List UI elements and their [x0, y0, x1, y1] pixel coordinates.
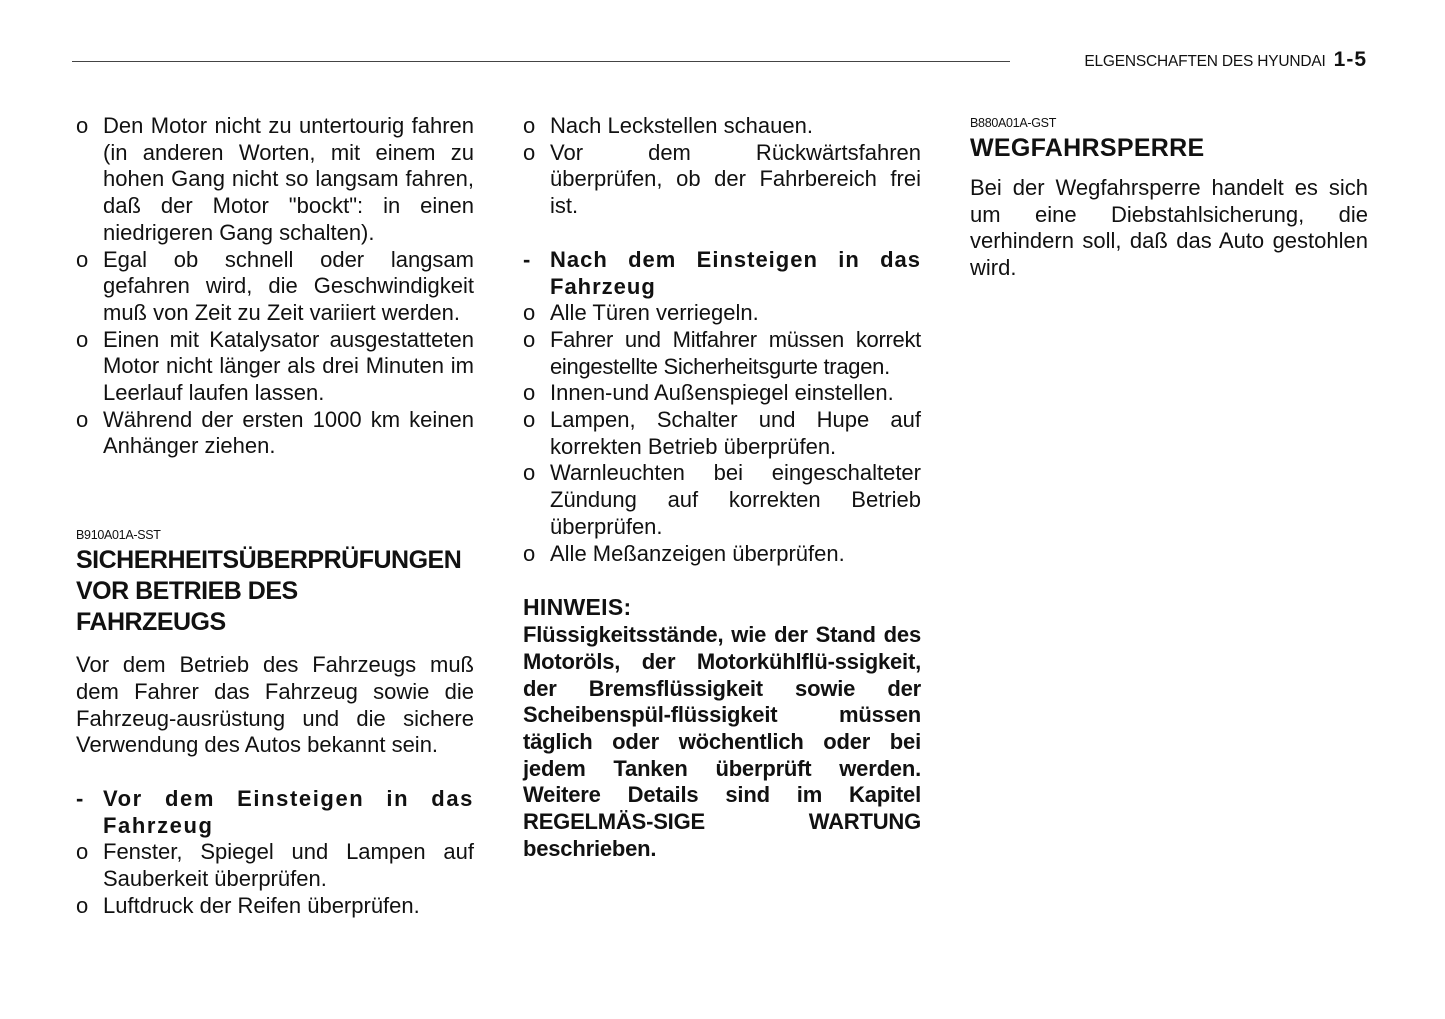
subheading	[523, 247, 921, 300]
header-rule	[72, 61, 1010, 62]
list-item-text: Fahrer und Mitfahrer müssen korrekt eingestellte Sicherheitsgurte tragen.	[550, 326, 921, 379]
list-item	[523, 327, 921, 380]
list-item-text: Den Motor nicht zu untertourig fahren (in anderen Worten, mit einem zu hohen Gang nicht so langsam fahren, daß der Motor "bockt": in einen niedrigeren Gang schalten).	[103, 113, 474, 245]
bullet-icon: o	[76, 892, 89, 918]
bullet-icon: o	[76, 326, 89, 352]
note-text: Flüssigkeitsstände, wie der Stand des Motoröls, der Motorkühlflü-ssigkeit, der Bremsflüssigkeit sowie der Scheibenspül-flüssigkeit müssen täglich oder wöchentlich oder bei jedem Tanken überprüft werden. Weitere Details sind im Kapitel REGELMÄS-SIGE WARTUNG beschrieben.	[523, 622, 921, 861]
list-item	[523, 113, 921, 140]
column-1	[76, 113, 474, 919]
list-item-text: Innen-und Außenspiegel einstellen.	[550, 380, 894, 406]
list-item-text: Nach Leckstellen schauen.	[550, 113, 813, 138]
column-2	[523, 113, 921, 863]
list-item	[76, 407, 474, 460]
column-3	[970, 113, 1368, 282]
list-item	[523, 140, 921, 220]
dash-icon: -	[523, 246, 531, 272]
list-item-text: Alle Meßanzeigen überprüfen.	[550, 540, 845, 566]
section-title	[76, 545, 474, 638]
bullet-icon: o	[523, 380, 536, 406]
dash-icon: -	[76, 785, 84, 811]
page-number: 1-5	[1333, 48, 1367, 71]
subheading	[76, 786, 474, 839]
section-title-line: VOR BETRIEB DES	[76, 577, 298, 606]
list-item	[523, 541, 921, 568]
section-title-line: FAHRZEUGS	[76, 608, 226, 637]
list-item	[76, 893, 474, 920]
page-header	[1084, 48, 1367, 72]
header-section-title: ELGENSCHAFTEN DES HYUNDAI	[1084, 53, 1326, 70]
section-title-line: SICHERHEITSÜBERPRÜFUNGEN	[76, 546, 462, 575]
subheading-text: Vor dem Einsteigen in das Fahrzeug	[103, 785, 474, 838]
bullet-icon: o	[523, 407, 536, 433]
list-item-text: Fenster, Spiegel und Lampen auf Sauberkeit überprüfen.	[103, 839, 474, 892]
list-item	[523, 407, 921, 460]
list-item	[76, 839, 474, 892]
list-item-text: Luftdruck der Reifen überprüfen.	[103, 892, 420, 918]
bullet-icon: o	[523, 326, 536, 352]
bullet-icon: o	[76, 406, 89, 432]
bullet-icon: o	[76, 839, 89, 865]
list-item-text: Alle Türen verriegeln.	[550, 300, 759, 326]
list-item-text: Während der ersten 1000 km keinen Anhänger ziehen.	[103, 406, 474, 459]
bullet-icon: o	[523, 113, 536, 138]
section-title: WEGFAHRSPERRE	[970, 134, 1205, 162]
section-code: B880A01A-GST	[970, 116, 1057, 130]
list-item-text: Warnleuchten bei eingeschalteter Zündung auf korrekten Betrieb überprüfen.	[550, 460, 921, 539]
bullet-icon: o	[76, 246, 89, 272]
bullet-icon: o	[523, 139, 536, 165]
bullet-icon: o	[523, 300, 536, 326]
list-item-text: Lampen, Schalter und Hupe auf korrekten Betrieb überprüfen.	[550, 407, 921, 459]
subheading-text: Nach dem Einsteigen in das Fahrzeug	[550, 246, 921, 299]
section-intro: Vor dem Betrieb des Fahrzeugs muß dem Fahrer das Fahrzeug sowie die Fahrzeug-ausrüstung und die sichere Verwendung des Autos bekannt sein.	[76, 652, 474, 758]
section-text: Bei der Wegfahrsperre handelt es sich um eine Diebstahlsicherung, die verhindern soll, daß das Auto gestohlen wird.	[970, 175, 1368, 281]
list-item	[76, 327, 474, 407]
list-item	[76, 113, 474, 247]
list-item	[523, 460, 921, 540]
bullet-icon: o	[76, 113, 89, 138]
bullet-icon: o	[523, 540, 536, 566]
list-item-text: Vor dem Rückwärtsfahren überprüfen, ob der Fahrbereich frei ist.	[550, 139, 921, 219]
list-item	[523, 380, 921, 407]
note-title: HINWEIS:	[523, 594, 632, 621]
list-item-text: Egal ob schnell oder langsam gefahren wird, die Geschwindigkeit muß von Zeit zu Zeit variiert werden.	[103, 246, 474, 325]
section-code: B910A01A-SST	[76, 528, 161, 543]
list-item-text: Einen mit Katalysator ausgestatteten Motor nicht länger als drei Minuten im Leerlauf laufen lassen.	[103, 326, 474, 406]
bullet-icon: o	[523, 460, 536, 486]
list-item	[523, 300, 921, 327]
list-item	[76, 247, 474, 327]
